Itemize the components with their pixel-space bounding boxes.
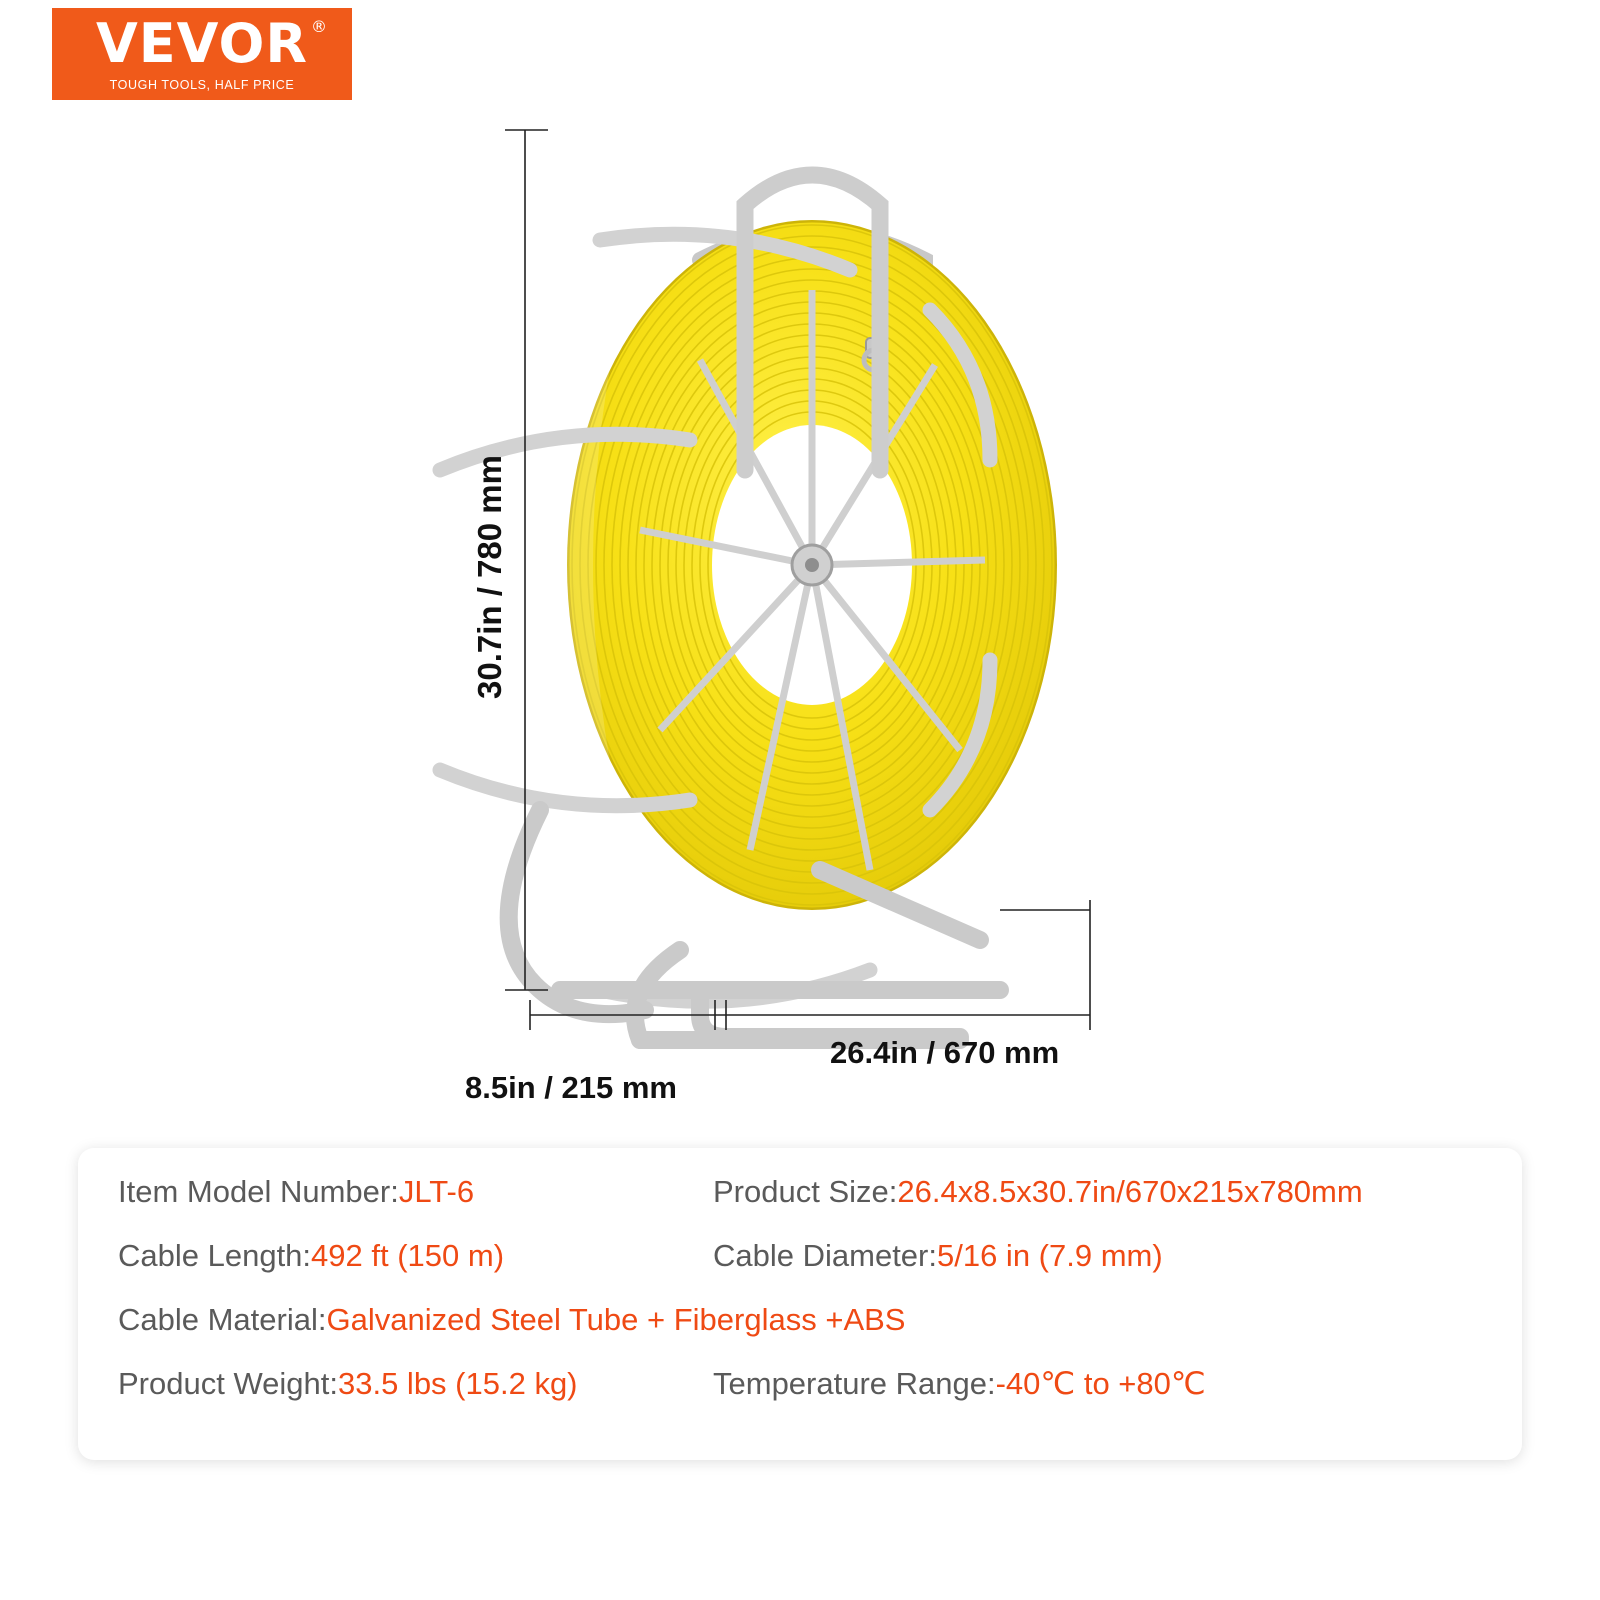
brand-name-text: VEVOR [95,11,308,75]
spec-temperature-range [713,1366,1206,1402]
brand-logo [52,8,352,100]
spec-value: JLT-6 [398,1174,475,1209]
spec-item-model-number [118,1174,713,1210]
spec-product-size [713,1174,1363,1210]
brand-name [95,11,328,75]
spec-cable-length [118,1238,713,1274]
dimension-depth-label: 8.5in / 215 mm [465,1070,677,1105]
brand-tagline: TOUGH TOOLS, HALF PRICE [109,77,295,92]
spec-label: Product Weight: [118,1366,338,1401]
dimension-height-label: 30.7in / 780 mm [471,455,508,699]
spec-value: 26.4x8.5x30.7in/670x215x780mm [897,1174,1363,1209]
duct-rodder-drawing [0,110,1600,1140]
spec-row [118,1238,1482,1302]
spec-value: Galvanized Steel Tube + Fiberglass +ABS [326,1302,906,1337]
spec-row [118,1174,1482,1238]
spec-label: Cable Material: [118,1302,327,1337]
spec-value: 33.5 lbs (15.2 kg) [337,1366,578,1401]
spec-label: Item Model Number: [118,1174,399,1209]
spec-value: 5/16 in (7.9 mm) [936,1238,1163,1273]
spec-label: Cable Length: [118,1238,312,1273]
spec-label: Product Size: [713,1174,898,1209]
spec-label: Temperature Range: [713,1366,996,1401]
product-illustration [0,110,1600,1140]
spec-product-weight [118,1366,713,1402]
dimension-width-label: 26.4in / 670 mm [830,1035,1060,1070]
spec-label: Cable Diameter: [713,1238,937,1273]
spec-value: -40℃ to +80℃ [995,1366,1206,1401]
spec-row [118,1366,1482,1430]
specification-card [78,1148,1522,1460]
registered-trademark-icon: ® [311,16,328,36]
spec-value: 492 ft (150 m) [311,1238,505,1273]
spec-cable-material [118,1302,905,1338]
spec-row [118,1302,1482,1366]
spec-cable-diameter [713,1238,1163,1274]
